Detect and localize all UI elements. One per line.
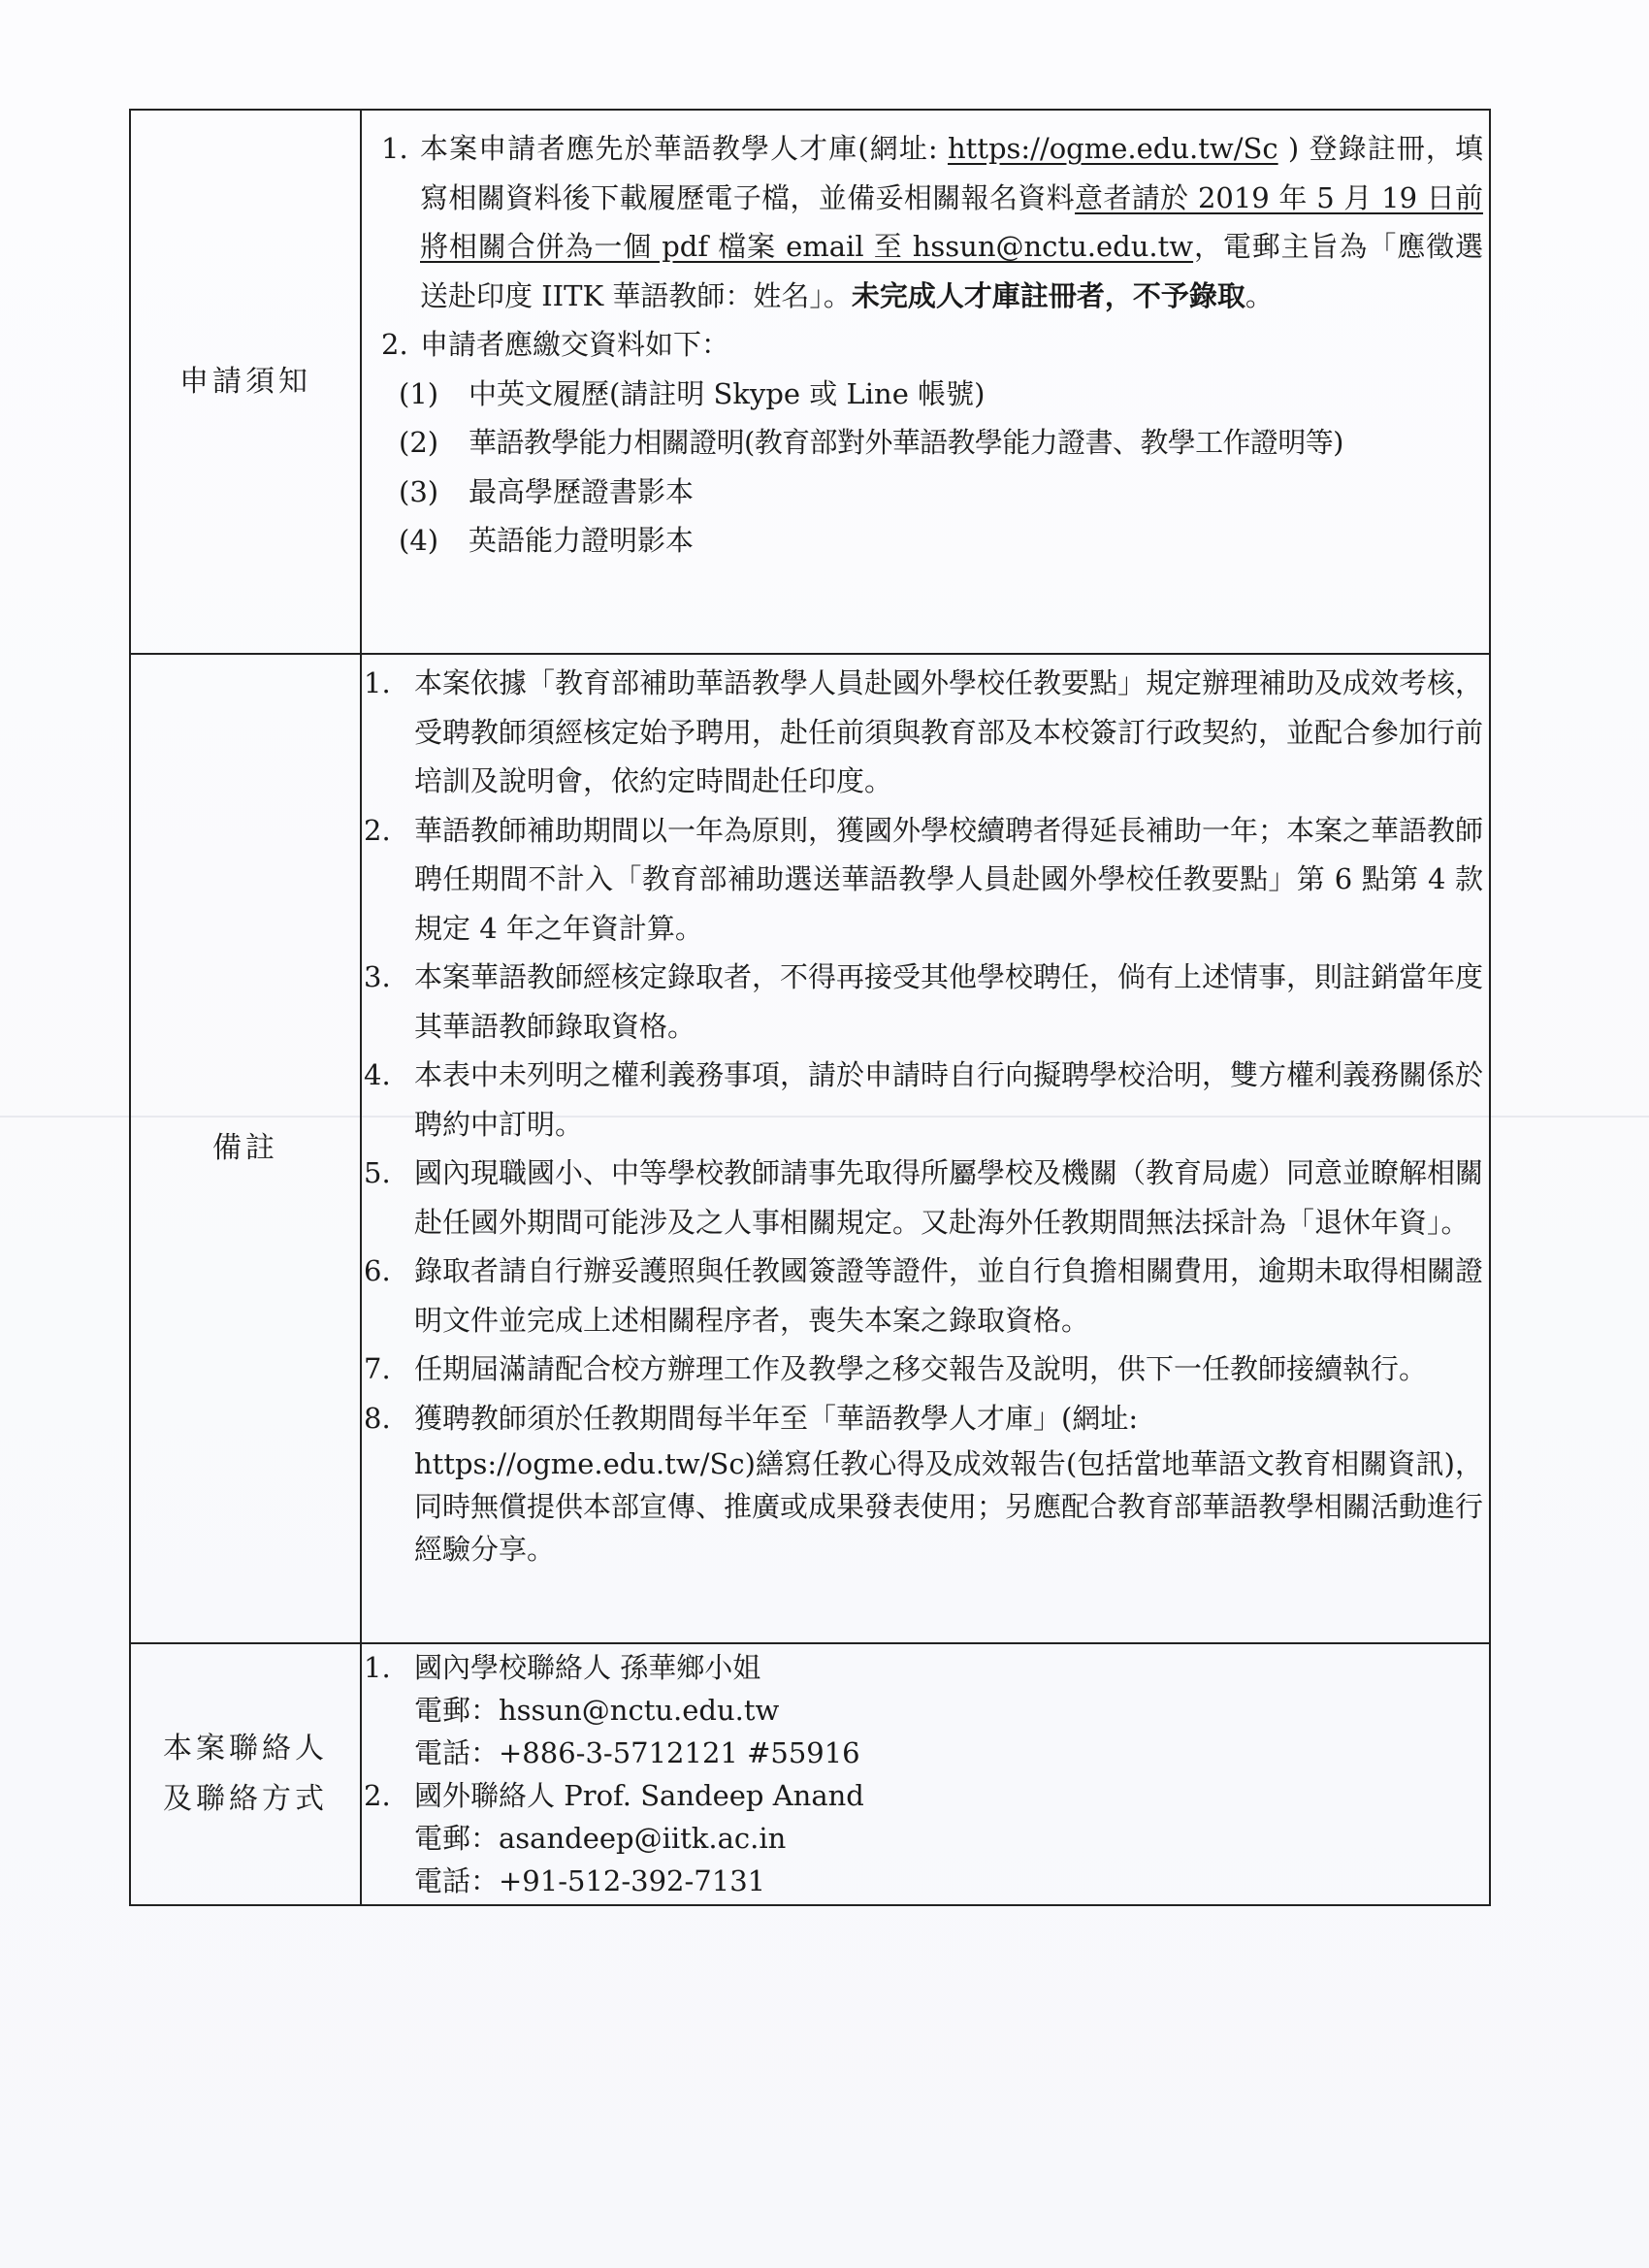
item-text: 華語教師補助期間以一年為原則，獲國外學校續聘者得延長補助一年；本案之華語教師聘任期間不計入「教育部補助選送華語教學人員赴國外學校任教要點」第 6 點第 4 款規定 4 年之年資計算。 [414,813,1484,945]
remark-item [364,1345,1483,1394]
subitem-text: 華語教學能力相關證明(教育部對外華語教學能力證書、教學工作證明等) [469,426,1343,459]
item-number: 4. [364,1058,391,1091]
subitem-number: (3) [399,474,439,508]
subitem-number: (1) [399,376,439,410]
remark-item [364,806,1483,954]
required-document-4 [399,516,1483,566]
registration-requirement-warning: 未完成人才庫註冊者，不予錄取 [851,278,1245,312]
item-text: 本案依據「教育部補助華語教學人員赴國外學校任教要點」規定辦理補助及成效考核，受聘教師須經核定始予聘用，赴任前須與教育部及本校簽訂行政契約，並配合參加行前培訓及說明會，依約定時間赴任印度。 [414,666,1484,797]
item-text: 國內現職國小、中等學校教師請事先取得所屬學校及機關（教育局處）同意並瞭解相關赴任國外期間可能涉及之人事相關規定。又赴海外任教期間無法採計為「退休年資」。 [414,1156,1484,1239]
item-text: 申請者應繳交資料如下： [420,328,730,361]
contacts-label-line2: 及聯絡方式 [163,1782,328,1816]
item-number: 5. [364,1156,391,1189]
item-number: 2. [364,1779,391,1812]
application-notice-content [361,110,1490,654]
subitem-number: (2) [399,426,439,459]
contacts-label [130,1643,361,1905]
item-number: 6. [364,1254,391,1287]
item-number: 7. [364,1352,391,1385]
contact-phone: 電話：+91-512-392-7131 [414,1864,766,1897]
item-text: 本案華語教師經核定錄取者，不得再接受其他學校聘任，倘有上述情事，則註銷當年度其華語教師錄取資格。 [414,960,1484,1043]
contact-name: 國內學校聯絡人 孫華鄉小姐 [414,1651,761,1684]
contact-email[interactable]: 電郵：asandeep@iitk.ac.in [414,1822,787,1855]
contact-name: 國外聯絡人 Prof. Sandeep Anand [414,1779,864,1812]
remarks-content [361,654,1490,1643]
remark-item [364,659,1483,806]
item-text: ，電郵主旨為「應徵選送赴印度 IITK 華語教師：姓名」。 [420,230,1483,312]
application-notice-label: 申請須知 [130,110,361,654]
remark-item [364,953,1483,1051]
subitem-text: 英語能力證明影本 [469,524,695,557]
subitem-text: 中英文履歷(請註明 Skype 或 Line 帳號) [469,376,986,410]
remarks-row [130,654,1490,1643]
contact-phone: 電話：+886-3-5712121 #55916 [414,1736,860,1769]
foreign-contact [364,1774,1483,1902]
deadline-email-instruction: 意者請於 2019 年 5 月 19 日前將相關合併為一個 pdf 檔案 email 至 hssun@nctu.edu.tw [420,180,1483,263]
item-text: https://ogme.edu.tw/Sc)繕寫任教心得及成效報告(包括當地華語文教育相關資訊)，同時無償提供本部宣傳、推廣或成果發表使用；另應配合教育部華語教學相關活動進行經驗分享。 [414,1447,1484,1566]
subitem-text: 最高學歷證書影本 [469,474,695,508]
application-info-table [129,109,1491,1906]
talent-database-link[interactable]: https://ogme.edu.tw/Sc [947,132,1278,165]
application-item-1 [381,124,1483,320]
required-document-2 [399,418,1483,468]
contacts-content [361,1643,1490,1905]
subitem-number: (4) [399,524,439,557]
item-text: ) 登錄註冊，填寫相關資料後下載履歷電子檔，並備妥相關報名資料 [420,132,1483,214]
item-text: 獲聘教師須於任教期間每半年至「華語教學人才庫」(網址: [414,1401,1139,1435]
item-number: 2. [364,813,391,847]
domestic-contact [364,1646,1483,1774]
remarks-label: 備註 [130,654,361,1643]
item-number: 3. [364,960,391,993]
application-item-2 [381,320,1483,370]
application-notice-row [130,110,1490,654]
remark-item [364,1247,1483,1345]
item-number: 8. [364,1401,391,1435]
item-number: 1. [381,132,408,165]
item-number: 1. [364,666,391,699]
item-text: 錄取者請自行辦妥護照與任教國簽證等證件，並自行負擔相關費用，逾期未取得相關證明文件並完成上述相關程序者，喪失本案之錄取資格。 [414,1254,1484,1337]
item-number: 1. [364,1651,391,1684]
remark-item [364,1051,1483,1149]
remark-item [364,1149,1483,1247]
required-document-3 [399,468,1483,517]
remark-item [364,1394,1483,1571]
item-number: 2. [381,328,408,361]
contacts-row [130,1643,1490,1905]
item-text: 。 [1245,278,1274,312]
item-text: 本表中未列明之權利義務事項，請於申請時自行向擬聘學校洽明，雙方權利義務關係於聘約中訂明。 [414,1058,1484,1141]
item-text: 任期屆滿請配合校方辦理工作及教學之移交報告及說明，供下一任教師接續執行。 [414,1352,1428,1385]
contacts-label-line1: 本案聯絡人 [163,1732,328,1766]
item-text: 本案申請者應先於華語教學人才庫(網址: [420,132,948,165]
contact-email[interactable]: 電郵：hssun@nctu.edu.tw [414,1694,780,1727]
required-document-1 [399,370,1483,419]
